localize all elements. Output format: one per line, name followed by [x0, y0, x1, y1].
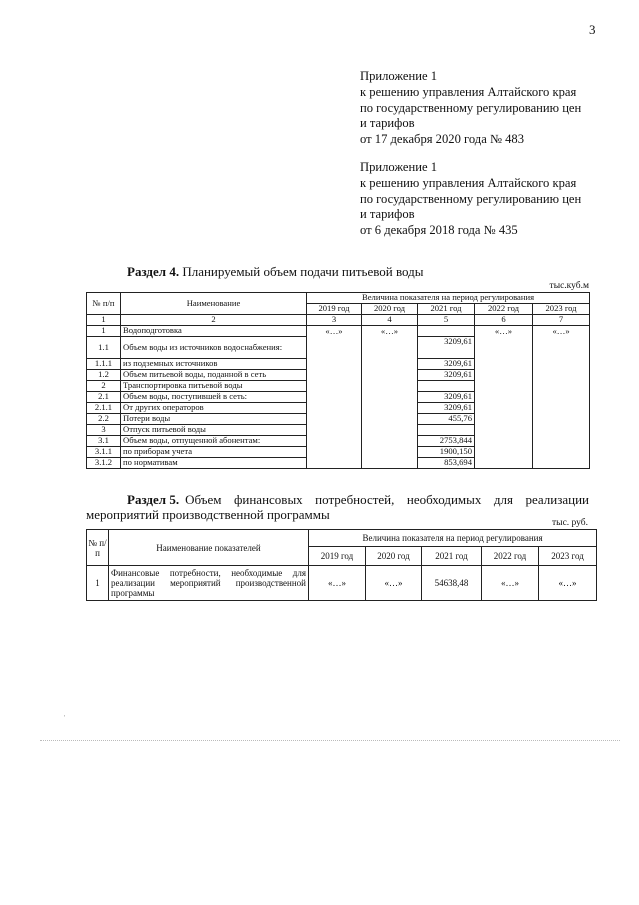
row-no: 1 — [87, 566, 109, 601]
row-name: Объем воды из источников водоснабжения: — [121, 337, 307, 359]
placeholder-2023: «…» — [533, 326, 590, 337]
header-no: № п/п — [87, 293, 121, 315]
scan-artifact-line — [40, 740, 620, 741]
row-name: Объем воды, поступившей в сеть: — [121, 392, 307, 403]
year-header: 2020 год — [366, 547, 422, 566]
row-name: Отпуск питьевой воды — [121, 425, 307, 436]
year-header: 2023 год — [539, 547, 597, 566]
header-name: Наименование показателей — [109, 530, 309, 566]
row-no: 1.2 — [87, 370, 121, 381]
table-row — [87, 370, 590, 381]
row-name: по нормативам — [121, 458, 307, 469]
table-row — [87, 326, 590, 337]
row-name: по приборам учета — [121, 447, 307, 458]
table-row — [87, 458, 590, 469]
row-name: Объем питьевой воды, поданной в сеть — [121, 370, 307, 381]
value-2021: 455,76 — [418, 414, 475, 425]
value-2021: 3209,61 — [418, 392, 475, 403]
col-num: 7 — [533, 315, 590, 326]
table-row — [87, 566, 597, 601]
appendix-header-old — [360, 160, 581, 239]
value-2021 — [418, 381, 475, 392]
year-header: 2022 год — [475, 304, 533, 315]
year-header: 2019 год — [309, 547, 366, 566]
row-no: 2 — [87, 381, 121, 392]
row-no: 3 — [87, 425, 121, 436]
appendix-line: и тарифов — [360, 116, 415, 131]
section4-unit: тыс.куб.м — [549, 281, 589, 291]
table-row — [87, 425, 590, 436]
table-row — [87, 337, 590, 359]
row-no: 1.1.1 — [87, 359, 121, 370]
row-name: Потери воды — [121, 414, 307, 425]
table-row — [87, 392, 590, 403]
section4-title: Планируемый объем подачи питьевой воды — [182, 264, 424, 279]
appendix-header-current — [360, 69, 581, 148]
scan-mark: ˈ — [63, 714, 66, 723]
row-no: 3.1.2 — [87, 458, 121, 469]
row-no: 2.1 — [87, 392, 121, 403]
section5-unit: тыс. руб. — [552, 518, 588, 528]
value-2019: «…» — [309, 566, 366, 601]
section5-table — [86, 529, 597, 601]
table-row — [87, 414, 590, 425]
value-2023: «…» — [539, 566, 597, 601]
placeholder-2019: «…» — [307, 326, 362, 337]
value-2021: 3209,61 — [418, 359, 475, 370]
year-header: 2021 год — [418, 304, 475, 315]
table-row — [87, 436, 590, 447]
section4-table — [86, 292, 590, 469]
year-header: 2019 год — [307, 304, 362, 315]
section4-label: Раздел 4. — [127, 264, 180, 279]
page-number: 3 — [589, 22, 596, 37]
value-2021: 3209,61 — [418, 337, 475, 359]
year-header: 2023 год — [533, 304, 590, 315]
row-no: 1.1 — [87, 337, 121, 359]
appendix-line: Приложение 1 — [360, 69, 438, 83]
row-no: 1 — [87, 326, 121, 337]
placeholder-2020: «…» — [362, 326, 418, 337]
value-2021: 853,694 — [418, 458, 475, 469]
value-2021: 2753,844 — [418, 436, 475, 447]
table-row — [87, 359, 590, 370]
row-name: От других операторов — [121, 403, 307, 414]
header-no: № п/ п — [87, 530, 109, 566]
appendix-line: и тарифов — [360, 207, 415, 222]
header-period: Величина показателя на период регулирования — [309, 530, 597, 547]
col-num: 6 — [475, 315, 533, 326]
column-number-row — [87, 315, 590, 326]
section5-label: Раздел 5. — [127, 492, 180, 507]
table-row — [87, 447, 590, 458]
table-row — [87, 381, 590, 392]
col-num: 2 — [121, 315, 307, 326]
col-num: 5 — [418, 315, 475, 326]
year-header: 2022 год — [482, 547, 539, 566]
row-no: 2.1.1 — [87, 403, 121, 414]
value-2021: 1900,150 — [418, 447, 475, 458]
appendix-line: по государственному регулированию цен — [360, 100, 582, 115]
appendix-line: к решению управления Алтайского края — [360, 84, 577, 99]
year-header: 2020 год — [362, 304, 418, 315]
placeholder-2022: «…» — [475, 326, 533, 337]
row-name: Объем воды, отпущенной абонентам: — [121, 436, 307, 447]
col-num: 4 — [362, 315, 418, 326]
appendix-line: Приложение 1 — [360, 160, 438, 174]
year-header: 2021 год — [422, 547, 482, 566]
section5-title-line1: Объем финансовых потребностей, необходимых для реализации — [185, 492, 589, 507]
value-2020: «…» — [366, 566, 422, 601]
row-no: 3.1 — [87, 436, 121, 447]
value-2021: 3209,61 — [418, 403, 475, 414]
row-no: 2.2 — [87, 414, 121, 425]
section5-title-line2: мероприятий производственной программы — [86, 507, 330, 522]
row-name: Финансовые потребности, необходимые для реализации мероприятий производственной программы — [109, 566, 309, 601]
value-2022: «…» — [482, 566, 539, 601]
appendix-line: от 6 декабря 2018 года № 435 — [360, 223, 518, 238]
value-2021 — [418, 425, 475, 436]
appendix-line: к решению управления Алтайского края — [360, 175, 577, 190]
header-name: Наименование — [121, 293, 307, 315]
value-2021: 54638,48 — [422, 566, 482, 601]
col-num: 1 — [87, 315, 121, 326]
appendix-line: по государственному регулированию цен — [360, 191, 582, 206]
header-period: Величина показателя на период регулирования — [307, 293, 590, 304]
row-name: из подземных источников — [121, 359, 307, 370]
value-2021: 3209,61 — [418, 370, 475, 381]
row-no: 3.1.1 — [87, 447, 121, 458]
value-2021 — [418, 326, 475, 337]
row-name: Транспортировка питьевой воды — [121, 381, 307, 392]
section5-heading — [86, 492, 589, 522]
section4-heading — [127, 264, 424, 280]
appendix-line: от 17 декабря 2020 года № 483 — [360, 132, 525, 147]
row-name: Водоподготовка — [121, 326, 307, 337]
table-row — [87, 403, 590, 414]
col-num: 3 — [307, 315, 362, 326]
